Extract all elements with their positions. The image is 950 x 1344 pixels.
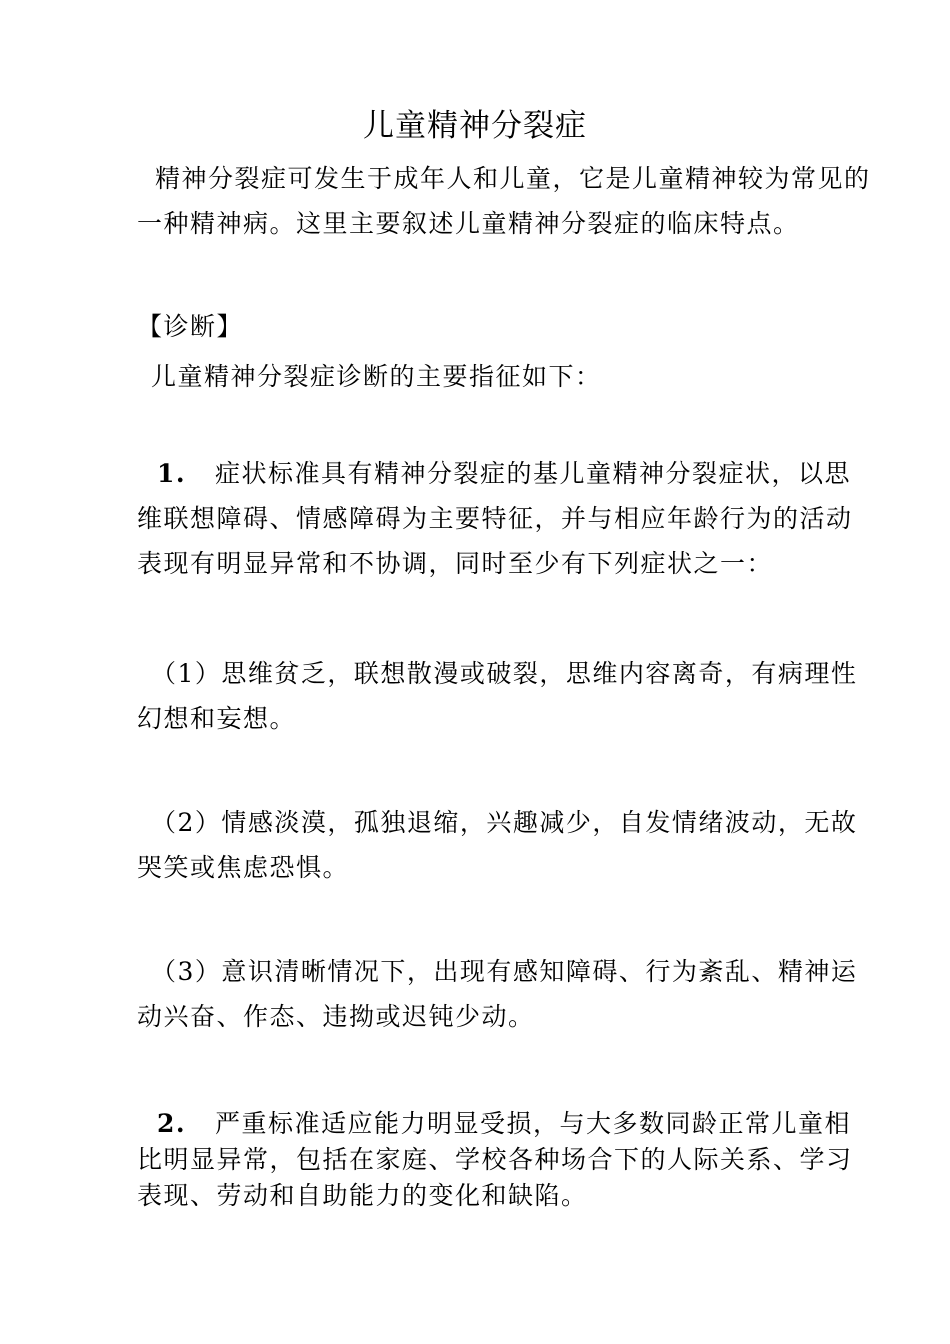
intro-line-2: 一种精神病。这里主要叙述儿童精神分裂症的临床特点。 bbox=[137, 209, 800, 238]
diagnosis-lead-text: 儿童精神分裂症诊断的主要指征如下： bbox=[151, 362, 602, 391]
item-1 bbox=[137, 451, 853, 586]
item-1-text-1: 症状标准具有精神分裂症的基儿童精神分裂症状，以思 bbox=[215, 459, 852, 488]
diagnosis-lead bbox=[137, 354, 837, 399]
item-1-line-2: 维联想障碍、情感障碍为主要特征，并与相应年龄行为的活动 bbox=[137, 504, 853, 533]
intro-line-1: 精神分裂症可发生于成年人和儿童，它是儿童精神较为常见的 bbox=[155, 164, 871, 193]
document-title: 儿童精神分裂症 bbox=[363, 108, 587, 144]
item-1-line-1 bbox=[137, 451, 852, 496]
sub-item-2-line-1: （2）情感淡漠，孤独退缩，兴趣减少，自发情绪波动，无故 bbox=[151, 808, 858, 837]
item-2-text-1: 严重标准适应能力明显受损，与大多数同龄正常儿童相 bbox=[215, 1109, 852, 1138]
sub-item-3-line-1: （3）意识清晰情况下，出现有感知障碍、行为紊乱、精神运 bbox=[151, 957, 858, 986]
item-2-line-1 bbox=[137, 1106, 852, 1142]
sub-item-3-line-2: 动兴奋、作态、违拗或迟钝少动。 bbox=[137, 1002, 535, 1031]
diagnosis-heading-text: 【诊断】 bbox=[137, 312, 244, 341]
item-2-line-3: 表现、劳动和自助能力的变化和缺陷。 bbox=[137, 1181, 588, 1210]
item-1-line-3: 表现有明显异常和不协调，同时至少有下列症状之一： bbox=[137, 549, 774, 578]
sub-item-2-line-2: 哭笑或焦虑恐惧。 bbox=[137, 853, 350, 882]
item-2-number: 2. bbox=[157, 1109, 187, 1138]
sub-item-1-line-1: （1）思维贫乏，联想散漫或破裂，思维内容离奇，有病理性 bbox=[151, 659, 858, 688]
sub-item-1-line-2: 幻想和妄想。 bbox=[137, 704, 297, 733]
item-1-number: 1. bbox=[157, 459, 187, 488]
sub-item-3 bbox=[137, 949, 858, 1039]
diagnosis-heading bbox=[137, 304, 837, 349]
item-2-line-2: 比明显异常，包括在家庭、学校各种场合下的人际关系、学习 bbox=[137, 1145, 853, 1174]
item-2 bbox=[137, 1106, 853, 1214]
sub-item-1 bbox=[137, 651, 858, 741]
intro-paragraph bbox=[137, 156, 871, 246]
sub-item-2 bbox=[137, 800, 858, 890]
